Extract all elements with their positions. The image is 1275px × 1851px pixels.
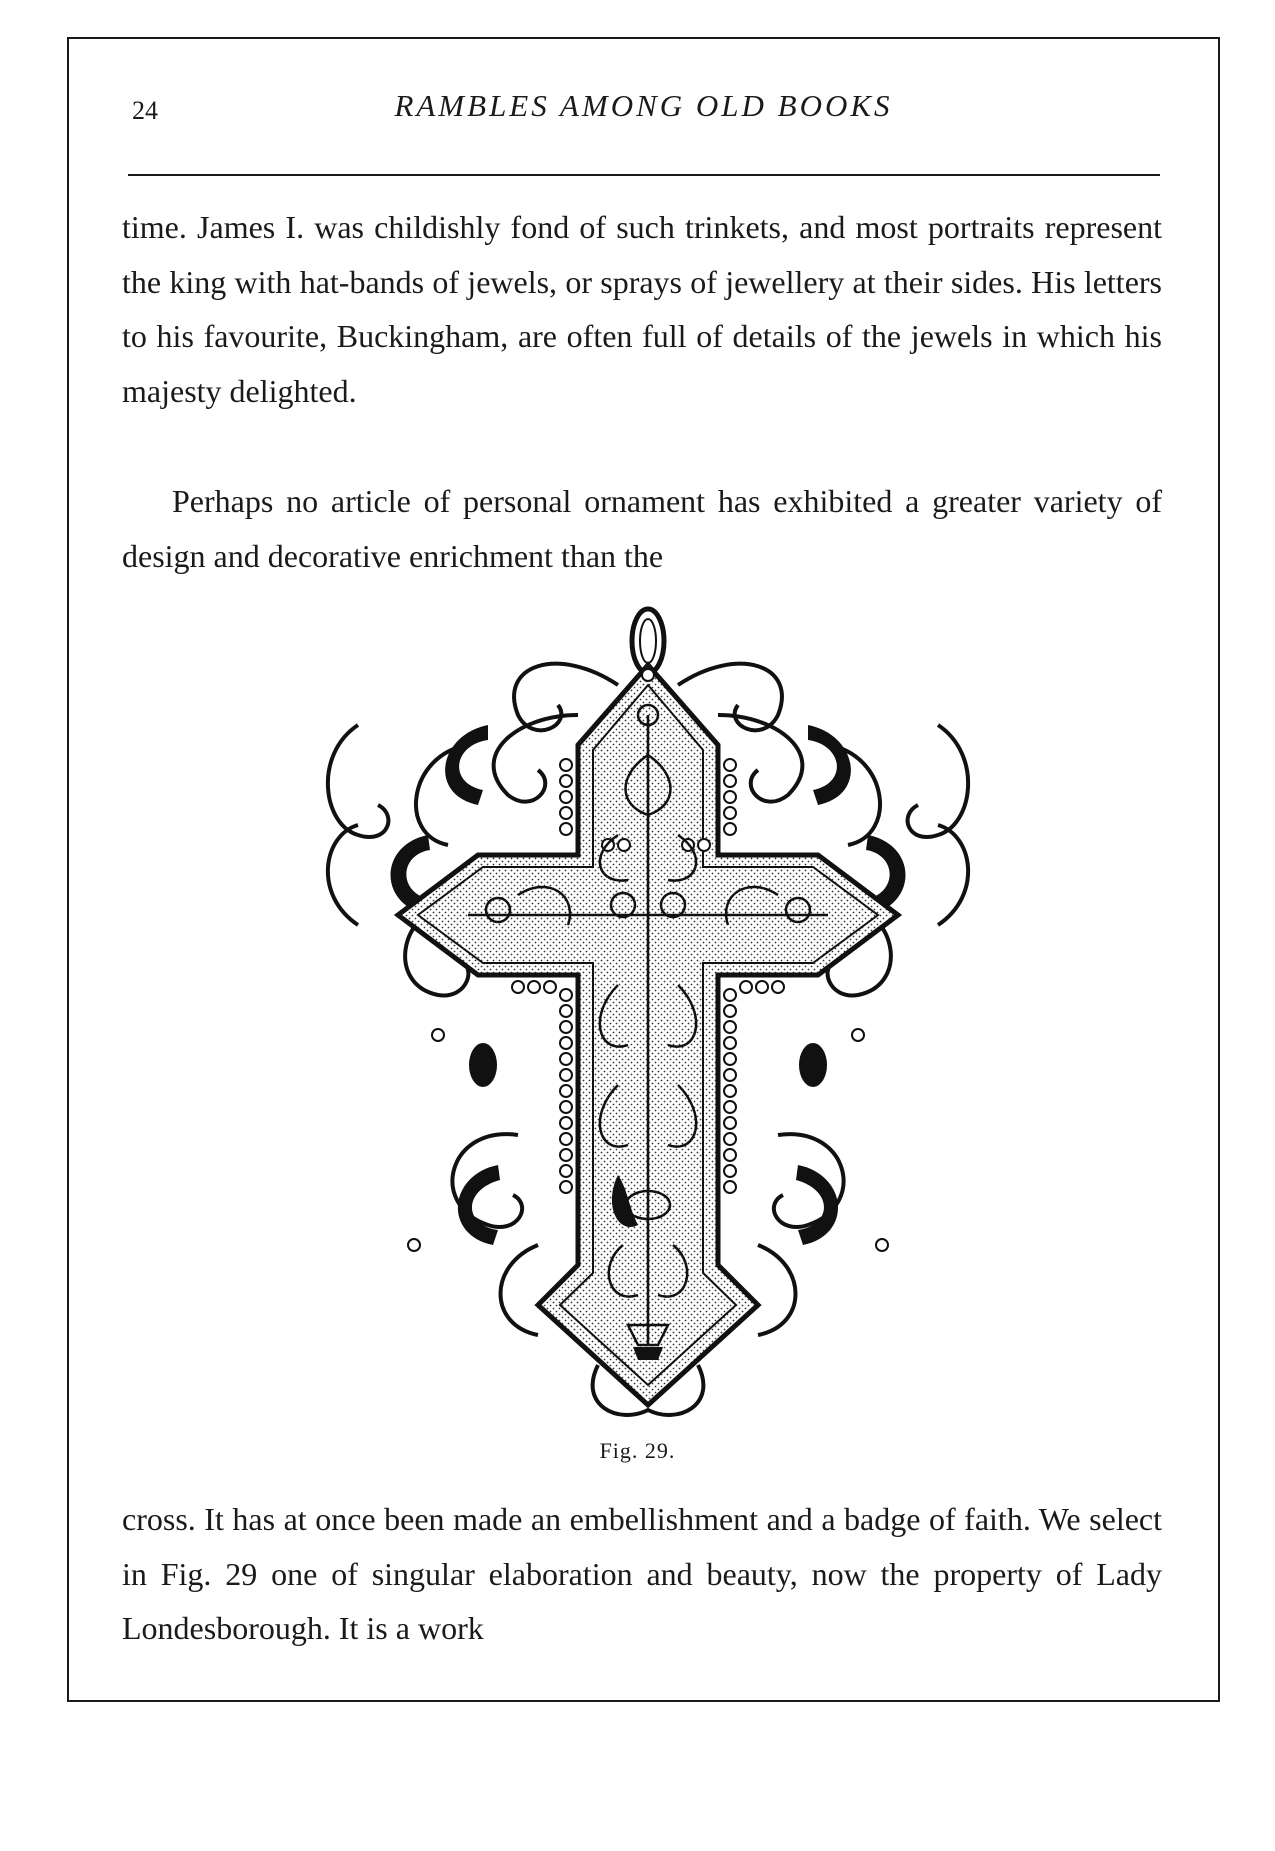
figure-caption: Fig. 29. <box>599 1438 676 1463</box>
ornate-cross-icon <box>318 605 978 1435</box>
paragraph-1-text: time. James I. was childishly fond of such trinkets, and most portraits represent the king with hat-bands of jewels, or sprays of jewellery at their sides. His letters to his favourite, Buckingham, are often full of details of the jewels in which his majesty delighted. <box>122 209 1162 409</box>
cross-illustration <box>318 605 978 1435</box>
header-rule <box>128 174 1160 176</box>
running-head <box>67 88 1220 138</box>
paragraph-3 <box>122 1492 1162 1656</box>
running-title: RAMBLES AMONG OLD BOOKS <box>394 88 893 123</box>
paragraph-3-text: cross. It has at once been made an embellishment and a badge of faith. We select in Fig. 29 one of singular elaboration and beauty, now the property of Lady Londesborough. It is a work <box>122 1501 1162 1646</box>
page-number: 24 <box>132 96 158 125</box>
paragraph-2-text: Perhaps no article of personal ornament has exhibited a greater variety of design and decorative enrichment than the <box>122 483 1162 574</box>
paragraph-2 <box>122 474 1162 583</box>
paragraph-1 <box>122 200 1162 418</box>
